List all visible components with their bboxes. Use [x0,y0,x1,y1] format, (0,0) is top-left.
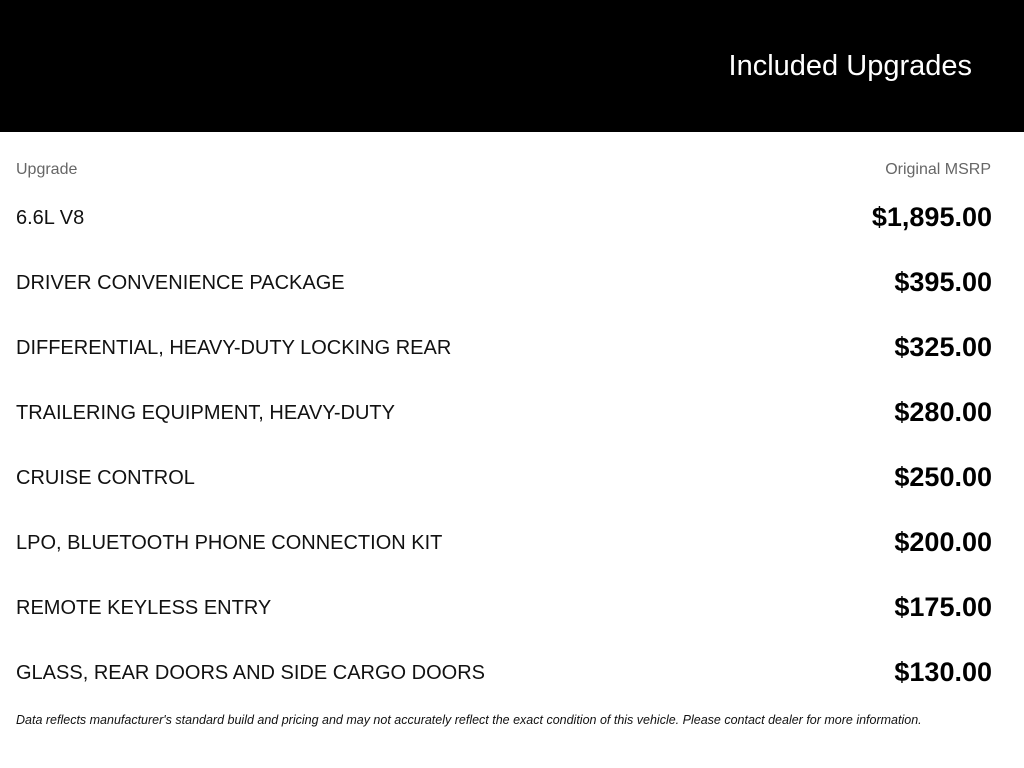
upgrade-price: $395.00 [894,267,992,297]
upgrade-row [0,195,1024,260]
column-header-upgrade: Upgrade [16,161,78,178]
upgrade-price: $325.00 [894,332,992,362]
upgrade-row [0,390,1024,455]
disclaimer-text: Data reflects manufacturer's standard build and pricing and may not accurately reflect the exact condition of this vehicle. Please contact dealer for more information. [16,713,922,727]
upgrade-row [0,650,1024,715]
header-banner [0,0,1024,132]
upgrade-name: 6.6L V8 [16,207,85,229]
upgrade-row [0,260,1024,325]
upgrade-name: GLASS, REAR DOORS AND SIDE CARGO DOORS [16,662,485,684]
upgrade-price: $175.00 [894,592,992,622]
upgrade-name: DIFFERENTIAL, HEAVY-DUTY LOCKING REAR [16,337,452,359]
column-header-msrp: Original MSRP [885,161,991,178]
page-title: Included Upgrades [728,50,972,82]
upgrade-name: CRUISE CONTROL [16,467,195,489]
upgrade-row [0,585,1024,650]
upgrade-price: $200.00 [894,527,992,557]
upgrade-name: LPO, BLUETOOTH PHONE CONNECTION KIT [16,532,443,554]
upgrade-row [0,455,1024,520]
upgrade-row [0,520,1024,585]
upgrade-name: REMOTE KEYLESS ENTRY [16,597,272,619]
upgrade-price: $250.00 [894,462,992,492]
upgrade-price: $1,895.00 [871,202,992,232]
upgrade-price: $130.00 [894,657,992,687]
upgrades-list [0,195,1024,715]
upgrade-name: TRAILERING EQUIPMENT, HEAVY-DUTY [16,402,395,424]
upgrade-row [0,325,1024,390]
upgrade-price: $280.00 [894,397,992,427]
upgrade-name: DRIVER CONVENIENCE PACKAGE [16,272,345,294]
